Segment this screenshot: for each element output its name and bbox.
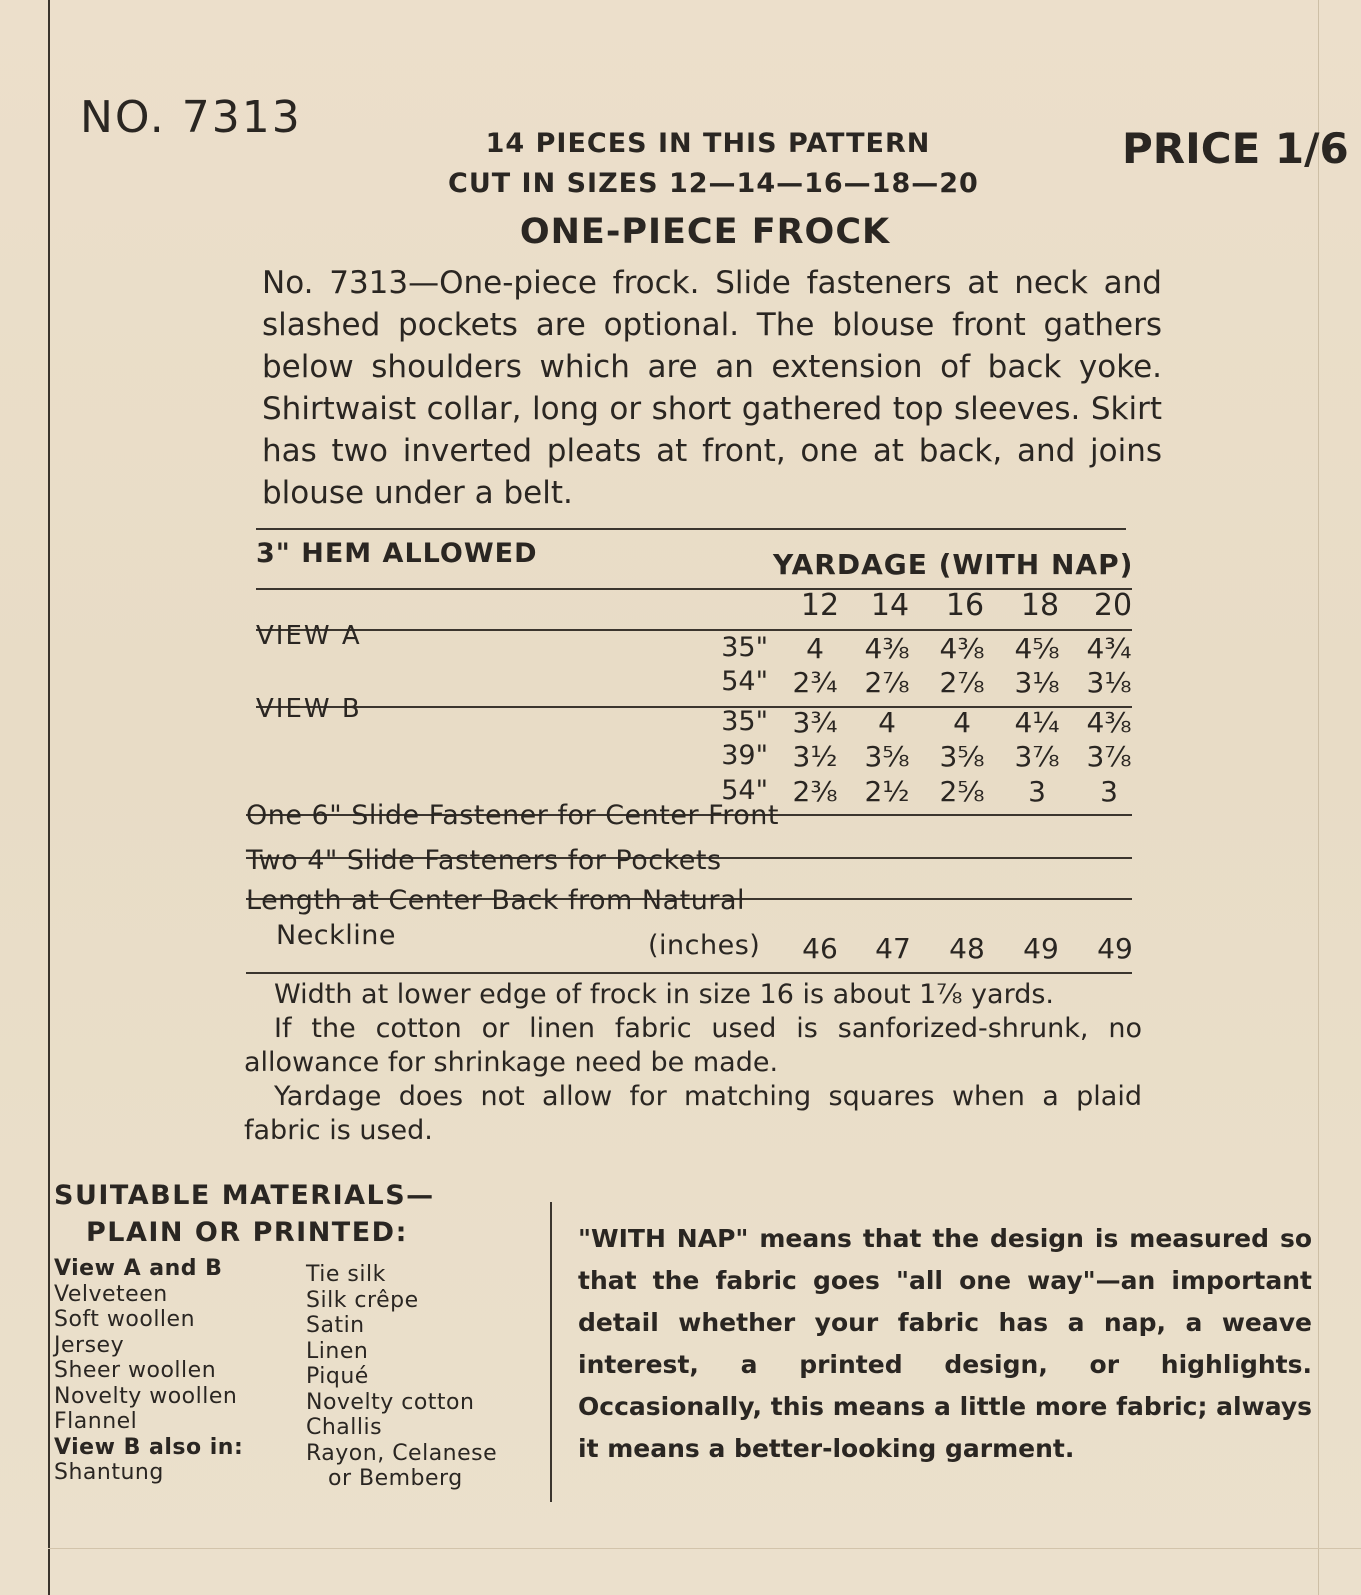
materials-list-left: [54, 1256, 243, 1486]
sizes-rule: [256, 629, 1132, 631]
paper-fold-vertical: [1318, 0, 1319, 1595]
yardage-value: 3¾: [792, 706, 838, 739]
yardage-value: 3: [1028, 775, 1046, 808]
list-item: Flannel: [54, 1409, 138, 1434]
length-value: 49: [1097, 932, 1133, 965]
size-header: 12: [800, 588, 840, 623]
table-bottom-rule: [246, 972, 1132, 974]
yardage-value: 3⅝: [864, 740, 910, 773]
yardage-value: 3⅝: [939, 740, 985, 773]
yardage-notes: [244, 978, 1142, 1148]
yardage-value: 4: [878, 706, 896, 739]
yardage-value: 2⅝: [939, 775, 985, 808]
note-plaid: Yardage does not allow for matching squares when a plaid fabric is used.: [244, 1081, 1142, 1146]
length-value: 46: [802, 932, 838, 965]
yardage-value: 4¼: [1014, 706, 1060, 739]
fabric-width: 54": [721, 666, 768, 697]
list-item: Velveteen: [54, 1281, 168, 1307]
fabric-width: 39": [721, 740, 768, 771]
size-header: 18: [1020, 588, 1060, 623]
size-header: 14: [870, 588, 910, 623]
list-item: Rayon, Celanese: [306, 1440, 498, 1466]
yardage-value: 2¾: [792, 666, 838, 699]
fastener-front: One 6" Slide Fastener for Center Front: [246, 800, 779, 831]
list-item: Silk crêpe: [306, 1287, 419, 1313]
pattern-number: NO. 7313: [80, 92, 302, 143]
list-item: View A and B: [54, 1256, 223, 1281]
fastener-pockets: Two 4" Slide Fasteners for Pockets: [246, 845, 722, 876]
column-divider: [550, 1202, 552, 1502]
yardage-value: 2½: [864, 775, 910, 808]
yardage-value: 3: [1100, 775, 1118, 808]
length-value: 47: [875, 932, 911, 965]
list-item: Shantung: [54, 1460, 164, 1485]
yardage-value: 3⅞: [1014, 740, 1060, 773]
list-item: Jersey: [54, 1332, 125, 1358]
yardage-value: 4⅝: [1014, 632, 1060, 665]
yardage-value: 4⅜: [1086, 706, 1132, 739]
view-b-label: VIEW B: [256, 694, 362, 724]
materials-title: SUITABLE MATERIALS—: [54, 1180, 435, 1211]
list-item: Tie silk: [306, 1262, 386, 1287]
list-item: or Bemberg: [328, 1466, 463, 1491]
fabric-width: 35": [721, 632, 768, 663]
note-width: Width at lower edge of frock in size 16 is about 1⅞ yards.: [274, 979, 1054, 1010]
length-unit: (inches): [648, 930, 761, 961]
yardage-value: 2⅜: [792, 775, 838, 808]
length-value: 48: [949, 932, 985, 965]
yardage-value: 4: [953, 706, 971, 739]
yardage-value: 3⅛: [1014, 666, 1060, 699]
yardage-value: 4⅜: [864, 632, 910, 665]
fabric-width: 35": [721, 706, 768, 737]
pattern-description: No. 7313—One-piece frock. Slide fasteners at neck and slashed pockets are optional. The blouse front gathers below shoulders which are an extension of back yoke. Shirtwaist collar, long or short gathered top sleeves. Skirt has two inverted pleats at front, one at back, and joins blouse under a belt.: [262, 265, 1162, 511]
list-item: Satin: [306, 1313, 365, 1338]
view-a-label: VIEW A: [256, 621, 362, 651]
table-top-rule: [256, 528, 1126, 530]
yardage-value: 4¾: [1086, 632, 1132, 665]
size-header: 16: [945, 588, 985, 623]
yardage-value: 3⅞: [1086, 740, 1132, 773]
pattern-title: ONE-PIECE FROCK: [519, 212, 891, 252]
yardage-value: 4⅜: [939, 632, 985, 665]
yardage-rule: [256, 588, 1132, 590]
left-border-line: [48, 0, 50, 1595]
yardage-title: YARDAGE (WITH NAP): [773, 548, 1134, 581]
length-label: Length at Center Back from Natural: [246, 885, 746, 916]
length-label-neckline: Neckline: [276, 920, 397, 951]
price: PRICE 1/6: [1122, 124, 1349, 173]
hem-allowed: 3" HEM ALLOWED: [256, 538, 538, 569]
yardage-value: 3½: [792, 740, 838, 773]
with-nap-explanation: "WITH NAP" means that the design is measured so that the fabric goes "all one way"—an important detail whether your fabric has a nap, a weave interest, a printed design, or highlights. Occasionally, this means a little more fabric; always it means a better-looking garment.: [578, 1224, 1312, 1463]
size-header: 20: [1093, 588, 1133, 623]
pieces-count: 14 PIECES IN THIS PATTERN: [485, 128, 931, 159]
list-item: Soft woollen: [54, 1307, 196, 1332]
yardage-value: 4: [806, 632, 824, 665]
list-item: Challis: [306, 1415, 383, 1440]
yardage-value: 2⅞: [864, 666, 910, 699]
fabric-width: 54": [721, 775, 768, 806]
list-item: Linen: [306, 1338, 369, 1364]
note-shrinkage: If the cotton or linen fabric used is sanforized-shrunk, no allowance for shrinkage need be made.: [244, 1013, 1142, 1078]
materials-subtitle: PLAIN OR PRINTED:: [86, 1217, 408, 1248]
paper-fold-horizontal: [48, 1548, 1361, 1549]
list-item: Novelty woollen: [54, 1383, 238, 1409]
cut-sizes: CUT IN SIZES 12—14—16—18—20: [448, 168, 979, 199]
materials-list-right: [306, 1262, 497, 1492]
list-item: Piqué: [306, 1364, 369, 1389]
yardage-value: 2⅞: [939, 666, 985, 699]
list-item: View B also in:: [54, 1434, 244, 1460]
yardage-value: 3⅛: [1086, 666, 1132, 699]
view-a-rule: [256, 706, 1132, 708]
list-item: Novelty cotton: [306, 1389, 475, 1415]
list-item: Sheer woollen: [54, 1358, 217, 1383]
length-value: 49: [1023, 932, 1059, 965]
